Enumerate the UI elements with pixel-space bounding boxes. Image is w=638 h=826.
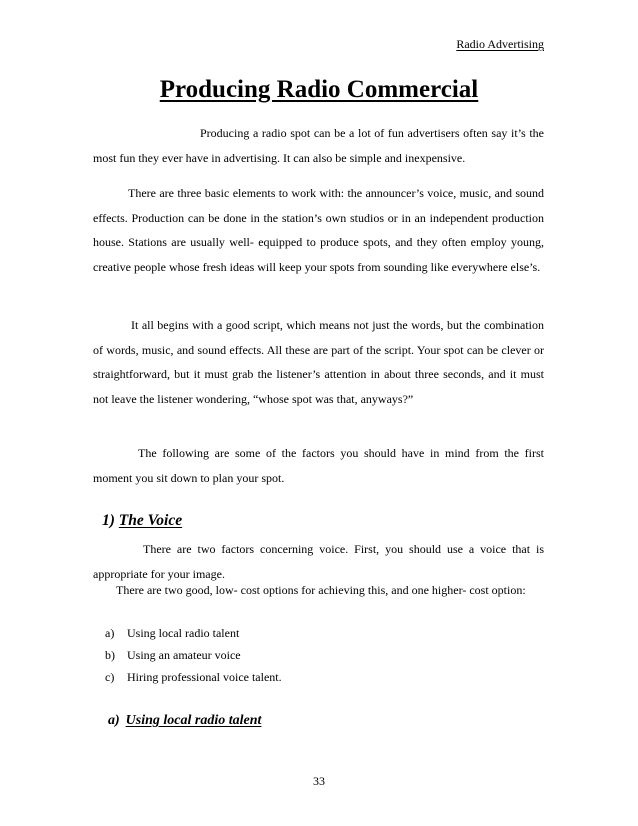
paragraph-script: It all begins with a good script, which means not just the words, but the combination of words, music, and sound effects. All these are part of the script. Your spot can be clever or straightforward, but it must grab the listener’s attention in about three seconds, and it must not leave the listener wondering, “whose spot was that, anyways?” — [93, 318, 544, 406]
section-heading-voice — [102, 512, 182, 530]
list-marker: a) — [105, 626, 115, 640]
voice-options-list — [105, 622, 282, 688]
subheading-text: Using local radio talent — [125, 713, 262, 728]
list-marker: c) — [105, 670, 115, 684]
page-title: Producing Radio Commercial — [159, 76, 479, 103]
subheading-local-radio-talent — [108, 713, 261, 729]
list-marker: b) — [105, 648, 115, 662]
paragraph-voice-options: There are two good, low- cost options for achieving this, and one higher- cost option: — [116, 583, 526, 597]
list-item-text: Using an amateur voice — [127, 648, 241, 662]
list-item — [105, 622, 282, 644]
list-item — [105, 666, 282, 688]
running-header: Radio Advertising — [456, 37, 544, 51]
paragraph-elements: There are three basic elements to work with: the announcer’s voice, music, and sound effects. Production can be done in the station’s own studios or in an independent production house. Stations are usually well- equipped to produce spots, and they often employ young, creative people whose fresh ideas will keep your spots from sounding like everywhere else’s. — [93, 186, 544, 274]
paragraph-voice-factors: There are two factors concerning voice. First, you should use a voice that is appropriate for your image. — [93, 542, 544, 581]
list-item-text: Hiring professional voice talent. — [127, 670, 282, 684]
section-title: The Voice — [118, 512, 183, 529]
list-item-text: Using local radio talent — [127, 626, 240, 640]
section-number: 1) — [102, 512, 115, 529]
subheading-marker: a) — [108, 713, 120, 728]
paragraph-intro: Producing a radio spot can be a lot of fun advertisers often say it’s the most fun they ever have in advertising. It can also be simple and inexpensive. — [93, 126, 544, 165]
list-item — [105, 644, 282, 666]
page-number: 33 — [313, 774, 325, 788]
paragraph-factors: The following are some of the factors you should have in mind from the first moment you sit down to plan your spot. — [93, 446, 544, 485]
